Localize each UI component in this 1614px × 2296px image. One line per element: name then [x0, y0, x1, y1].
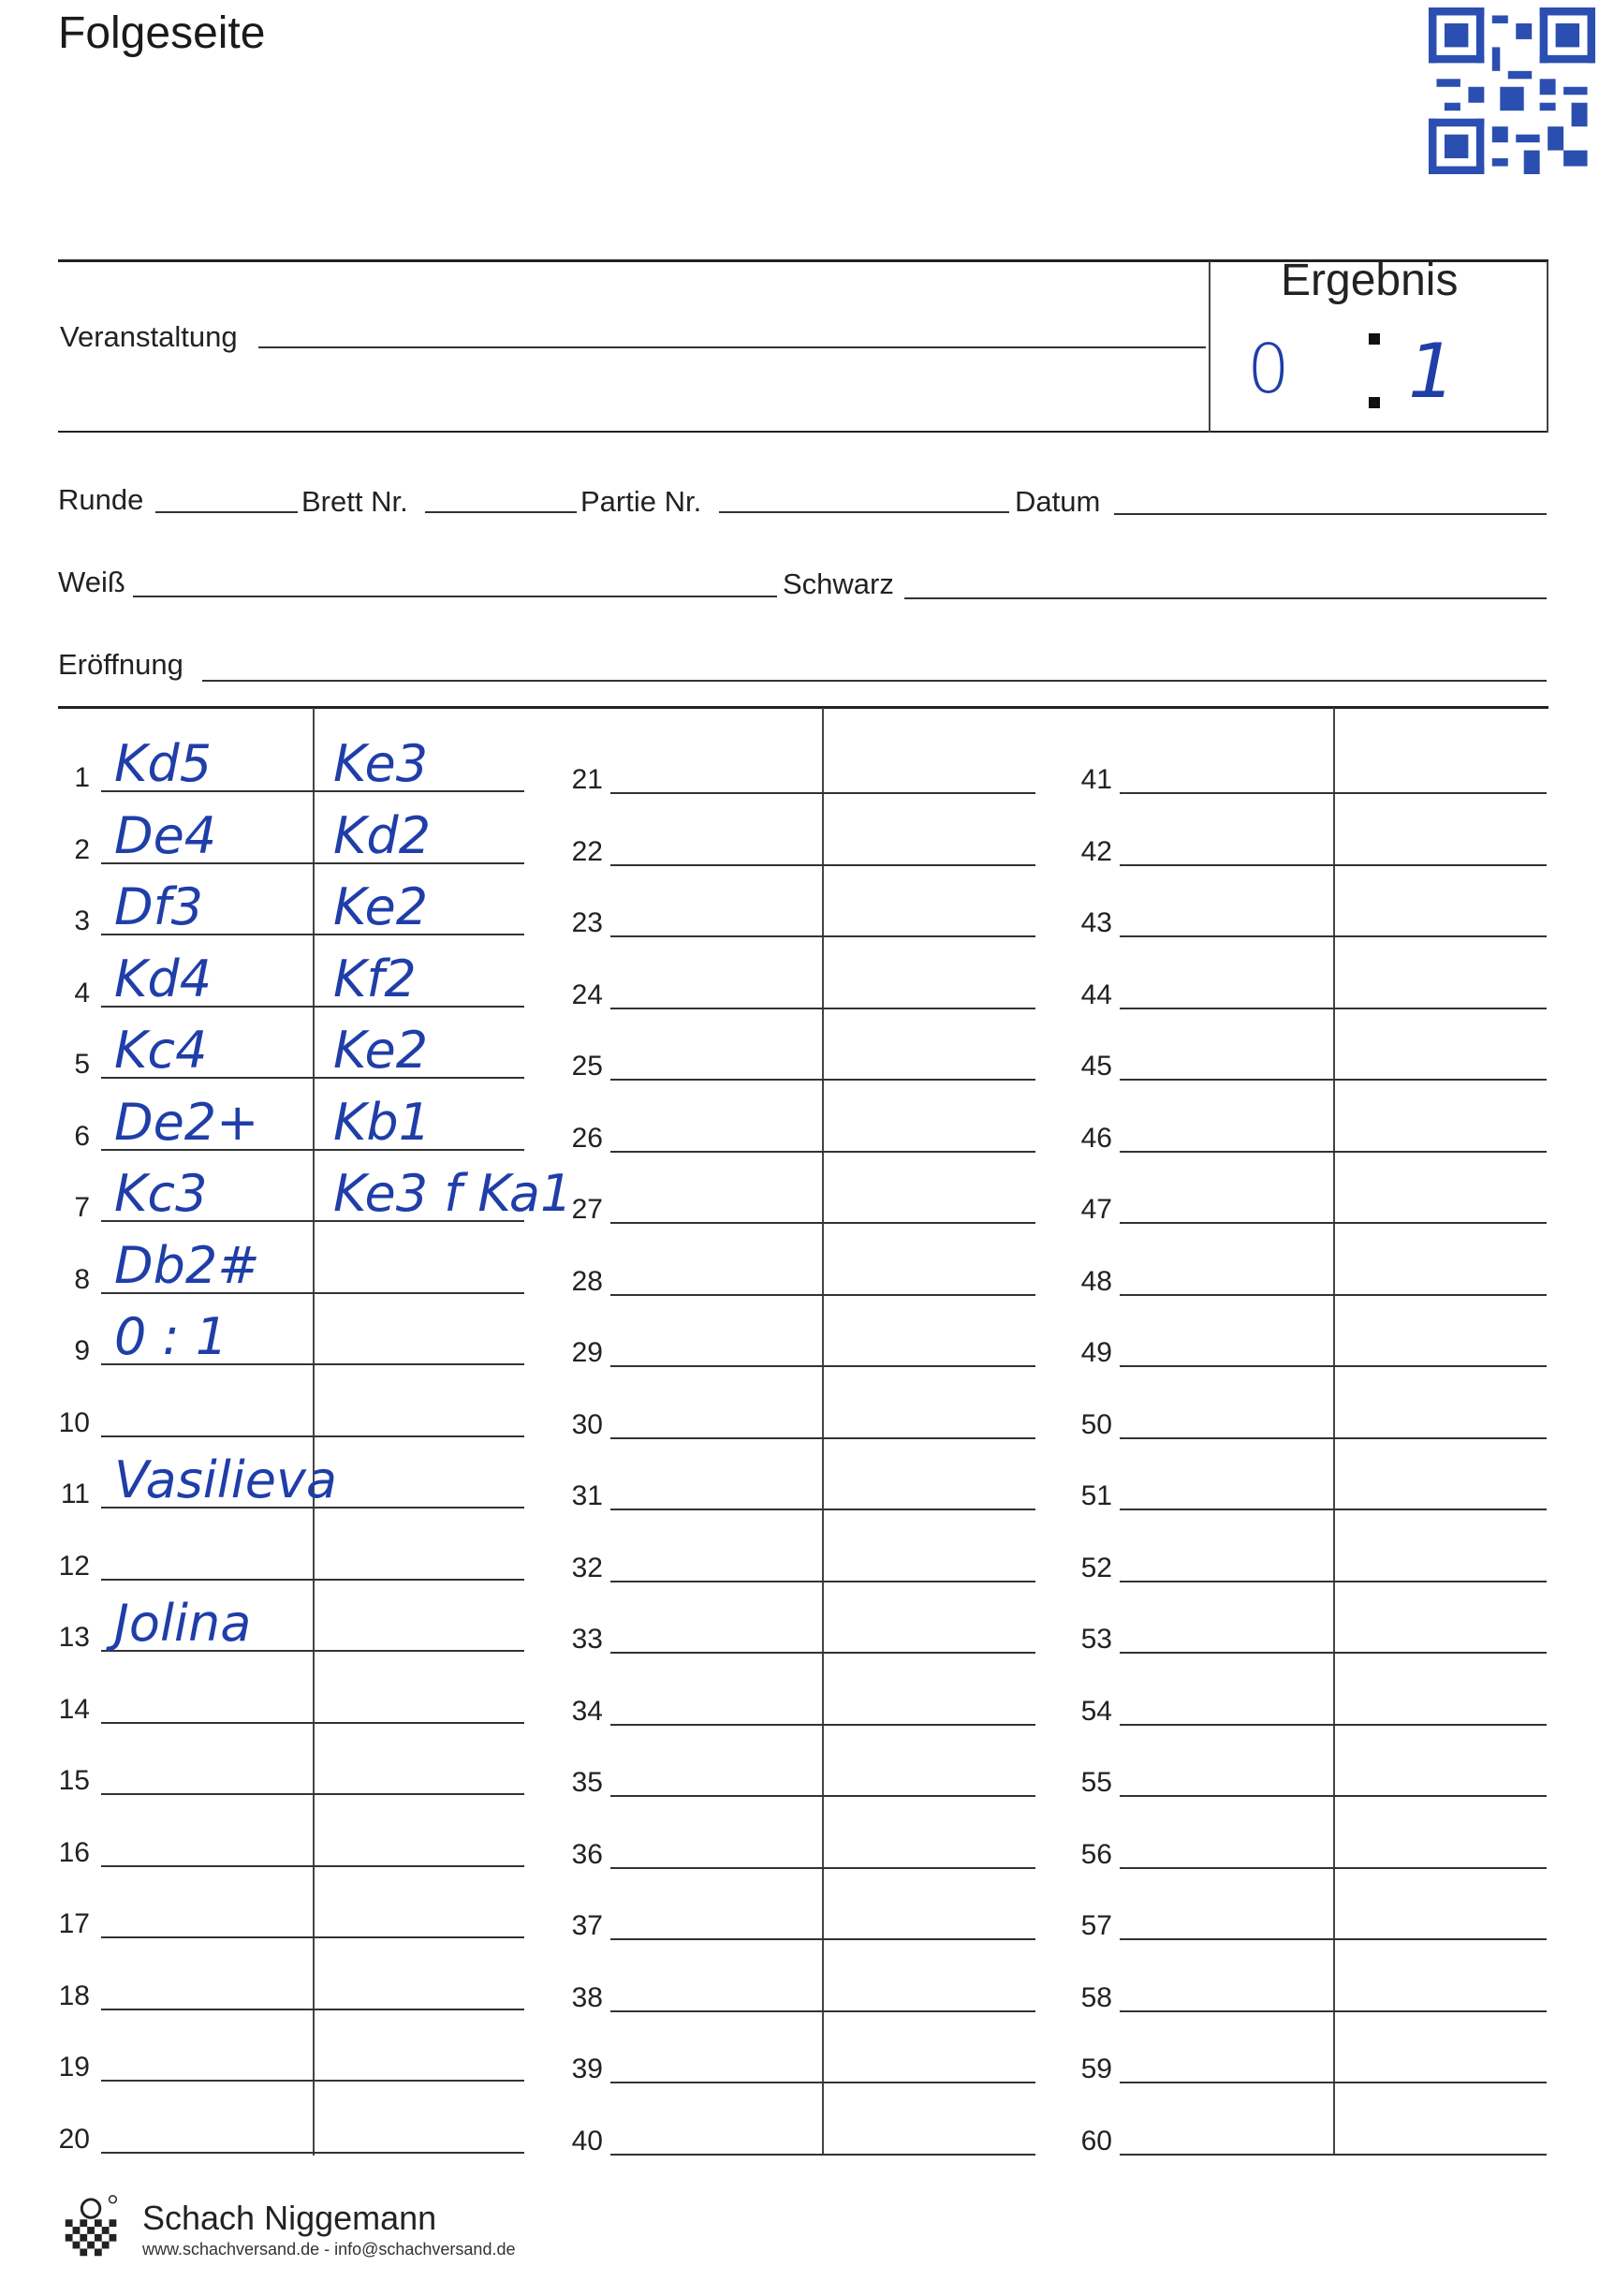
result-white-score: 0 — [1247, 330, 1290, 408]
white-move: Df3 — [114, 877, 203, 936]
footer-web: www.schachversand.de - info@schachversand.de — [142, 2240, 516, 2259]
chess-knight-logo-icon — [56, 2191, 129, 2266]
move-number: 55 — [1080, 1767, 1112, 1798]
white-move: De4 — [114, 805, 217, 865]
move-number: 53 — [1080, 1624, 1112, 1655]
move-number: 28 — [571, 1265, 603, 1297]
move-number: 5 — [74, 1049, 90, 1080]
move-row-line[interactable] — [610, 1079, 1035, 1081]
move-row-line[interactable] — [610, 1294, 1035, 1296]
move-row-line[interactable] — [101, 1936, 524, 1938]
move-row-line[interactable] — [610, 1365, 1035, 1367]
move-row-line[interactable] — [610, 1938, 1035, 1940]
move-number: 33 — [571, 1624, 603, 1655]
move-row-line[interactable] — [1120, 2010, 1547, 2012]
move-number: 1 — [74, 762, 90, 793]
move-row-line[interactable] — [610, 1581, 1035, 1582]
black-move: Ke2 — [333, 1021, 429, 1080]
move-row-line[interactable] — [1120, 1938, 1547, 1940]
move-number: 2 — [74, 833, 90, 865]
move-row-line[interactable] — [1120, 2154, 1547, 2156]
move-row-line[interactable] — [610, 2082, 1035, 2083]
game-label: Partie Nr. — [580, 485, 702, 518]
move-number: 38 — [571, 1981, 603, 2013]
move-number: 46 — [1080, 1122, 1112, 1154]
move-row-line[interactable] — [1120, 1437, 1547, 1439]
move-row-line[interactable] — [610, 1795, 1035, 1797]
move-row-line[interactable] — [101, 1435, 524, 1437]
move-number: 51 — [1080, 1480, 1112, 1511]
white-move: Vasilieva — [114, 1450, 337, 1509]
move-number: 57 — [1080, 1910, 1112, 1941]
move-number: 52 — [1080, 1552, 1112, 1583]
move-row-line[interactable] — [101, 2009, 524, 2010]
move-number: 59 — [1080, 2053, 1112, 2084]
move-number: 14 — [58, 1693, 90, 1725]
move-number: 54 — [1080, 1695, 1112, 1727]
move-row-line[interactable] — [1120, 792, 1547, 794]
move-number: 45 — [1080, 1051, 1112, 1082]
move-number: 10 — [58, 1406, 90, 1438]
move-row-line[interactable] — [610, 1222, 1035, 1224]
move-number: 56 — [1080, 1838, 1112, 1870]
black-move: Kd2 — [333, 805, 432, 865]
move-number: 17 — [58, 1908, 90, 1939]
move-row-line[interactable] — [610, 1509, 1035, 1510]
black-player-label: Schwarz — [783, 567, 894, 600]
round-input-line[interactable] — [155, 511, 298, 513]
move-row-line[interactable] — [1120, 1724, 1547, 1726]
black-move: Ke3 f Ka1 — [333, 1164, 573, 1223]
white-player-input-line[interactable] — [133, 596, 777, 597]
round-label: Runde — [58, 483, 144, 516]
move-row-line[interactable] — [610, 1867, 1035, 1869]
move-row-line[interactable] — [1120, 1222, 1547, 1224]
move-row-line[interactable] — [1120, 1795, 1547, 1797]
move-row-line[interactable] — [1120, 1151, 1547, 1153]
footer-company: Schach Niggemann — [142, 2199, 437, 2237]
move-number: 39 — [571, 2053, 603, 2084]
move-number: 49 — [1080, 1337, 1112, 1368]
move-row-line[interactable] — [610, 935, 1035, 937]
result-separator-dot-bottom — [1369, 397, 1380, 408]
move-number: 40 — [571, 2125, 603, 2156]
white-move: Kd4 — [114, 949, 213, 1008]
move-row-line[interactable] — [101, 2080, 524, 2082]
move-row-line[interactable] — [101, 2152, 524, 2154]
move-number: 41 — [1080, 764, 1112, 795]
move-number: 26 — [571, 1122, 603, 1154]
date-label: Datum — [1015, 485, 1101, 518]
move-row-line[interactable] — [1120, 2082, 1547, 2083]
move-row-line[interactable] — [101, 1579, 524, 1581]
move-row-line[interactable] — [1120, 1079, 1547, 1081]
move-number: 44 — [1080, 979, 1112, 1010]
opening-label: Eröffnung — [58, 648, 183, 681]
move-number: 3 — [74, 905, 90, 936]
move-row-line[interactable] — [610, 792, 1035, 794]
move-row-line[interactable] — [1120, 1294, 1547, 1296]
move-number: 25 — [571, 1051, 603, 1082]
move-number: 50 — [1080, 1408, 1112, 1440]
move-number: 8 — [74, 1263, 90, 1295]
move-row-line[interactable] — [1120, 1652, 1547, 1654]
move-number: 12 — [58, 1550, 90, 1582]
move-row-line[interactable] — [610, 864, 1035, 866]
result-separator-dot-top — [1369, 333, 1380, 345]
move-number: 36 — [571, 1838, 603, 1870]
move-row-line[interactable] — [610, 1008, 1035, 1009]
move-number: 37 — [571, 1910, 603, 1941]
move-number: 58 — [1080, 1981, 1112, 2013]
move-number: 27 — [571, 1194, 603, 1225]
move-number: 19 — [58, 2052, 90, 2083]
move-number: 20 — [58, 2123, 90, 2155]
move-number: 6 — [74, 1120, 90, 1152]
move-row-line[interactable] — [610, 2010, 1035, 2012]
black-player-input-line[interactable] — [904, 597, 1547, 599]
black-move: Ke2 — [333, 877, 429, 936]
move-number: 43 — [1080, 907, 1112, 938]
page-title: Folgeseite — [58, 8, 266, 58]
board-input-line[interactable] — [425, 511, 577, 513]
board-label: Brett Nr. — [301, 485, 408, 518]
white-move: Kc3 — [114, 1164, 208, 1223]
black-move: Kf2 — [333, 949, 417, 1008]
move-number: 34 — [571, 1695, 603, 1727]
move-row-line[interactable] — [610, 1437, 1035, 1439]
move-row-line[interactable] — [101, 1793, 524, 1795]
col1-divider — [313, 708, 315, 2156]
move-row-line[interactable] — [101, 1865, 524, 1867]
move-number: 29 — [571, 1337, 603, 1368]
game-input-line[interactable] — [719, 511, 1009, 513]
result-black-score: 1 — [1408, 328, 1456, 415]
qr-code-icon — [1429, 7, 1595, 174]
move-number: 42 — [1080, 835, 1112, 867]
opening-input-line[interactable] — [202, 680, 1547, 682]
move-number: 48 — [1080, 1265, 1112, 1297]
move-number: 35 — [571, 1767, 603, 1798]
black-move: Kb1 — [333, 1092, 432, 1152]
move-row-line[interactable] — [610, 1724, 1035, 1726]
move-number: 32 — [571, 1552, 603, 1583]
move-number: 18 — [58, 1980, 90, 2011]
black-move: Ke3 — [333, 734, 429, 793]
move-number: 7 — [74, 1192, 90, 1223]
move-number: 47 — [1080, 1194, 1112, 1225]
move-row-line[interactable] — [1120, 864, 1547, 866]
move-number: 16 — [58, 1836, 90, 1868]
move-number: 4 — [74, 977, 90, 1008]
move-row-line[interactable] — [1120, 1365, 1547, 1367]
move-number: 22 — [571, 835, 603, 867]
move-row-line[interactable] — [101, 1722, 524, 1724]
move-row-line[interactable] — [610, 1151, 1035, 1153]
move-number: 24 — [571, 979, 603, 1010]
white-move: 0 : 1 — [114, 1307, 228, 1366]
move-row-line[interactable] — [1120, 1581, 1547, 1582]
move-row-line[interactable] — [610, 1652, 1035, 1654]
move-row-line[interactable] — [1120, 1509, 1547, 1510]
white-move: De2+ — [114, 1092, 259, 1152]
move-row-line[interactable] — [1120, 935, 1547, 937]
move-row-line[interactable] — [610, 2154, 1035, 2156]
move-number: 30 — [571, 1408, 603, 1440]
move-number: 13 — [58, 1622, 90, 1653]
result-label: Ergebnis — [1281, 256, 1459, 305]
white-move: Kc4 — [114, 1021, 208, 1080]
move-number: 23 — [571, 907, 603, 938]
move-number: 11 — [60, 1479, 90, 1509]
move-number: 21 — [571, 764, 603, 795]
event-input-line[interactable] — [258, 346, 1206, 348]
date-input-line[interactable] — [1114, 513, 1547, 515]
move-number: 9 — [74, 1335, 90, 1366]
move-row-line[interactable] — [1120, 1008, 1547, 1009]
white-move: Kd5 — [114, 734, 213, 793]
white-player-label: Weiß — [58, 566, 125, 598]
move-row-line[interactable] — [1120, 1867, 1547, 1869]
move-number: 60 — [1080, 2125, 1112, 2156]
move-number: 31 — [571, 1480, 603, 1511]
white-move: Jolina — [114, 1594, 252, 1653]
move-number: 15 — [58, 1765, 90, 1796]
event-label: Veranstaltung — [60, 320, 238, 353]
white-move: Db2# — [114, 1235, 260, 1295]
